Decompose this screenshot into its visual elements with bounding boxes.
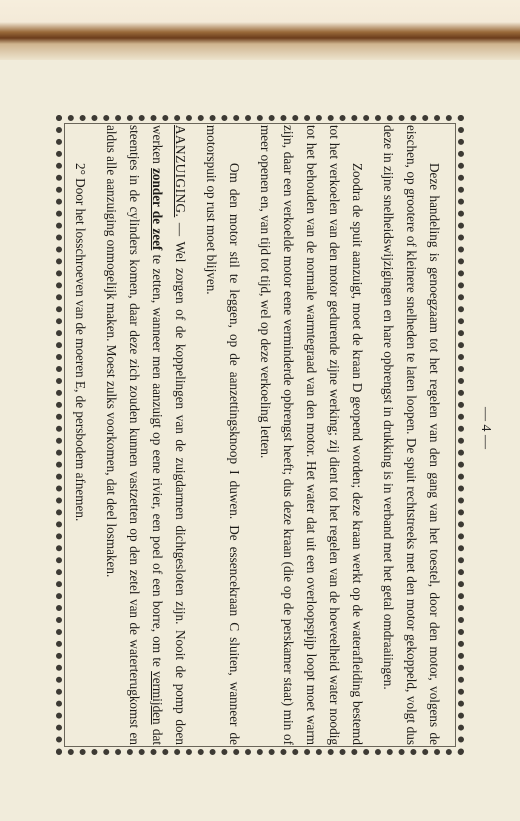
paragraph-5: 2° Door het losschroeven van de moeren E, de persbodem afnemen. xyxy=(73,163,88,522)
rotated-text-block xyxy=(73,125,446,745)
page-number: — 4 — xyxy=(478,407,493,449)
paragraph-4-part-a: — Wel zorgen of de koppelingen van de zuigdarmen dichtgesloten zijn. Nooit de pomp doen werken xyxy=(150,125,188,745)
paragraph-4-part-b: te zetten, wanneer men aanzuigt op eene rivier, een poel of een borre, om te xyxy=(150,250,165,672)
paragraph-2: Zoodra de spuit aanzuigt, moet de kraan D geopend worden; deze kraan werkt op de waterafleiding bestemd tot het verkoelen van den motor gedurende zijne werking; zij dient tot het regelen van de hoeveelheid water noodig tot het behouden van de normale warmtegraad van den motor. Het water dat uit een overloopspijp loopt moet warm zijn, daar een verkoelde motor eene verminderde opbrengst heeft; dus deze kraan (die op de perskamer staat) min of meer openen en, van tijd tot tijd, wel op deze verkoeling letten. xyxy=(258,125,365,745)
emphasis-zonder-de-zeef: zonder de zeef xyxy=(150,168,165,251)
paragraph-1: Deze handeling is genoegzaam tot het regelen van den gang van het toestel, door den motor, volgens de eischen, op grootere of kleinere snelheden te laten loopen. De spuit rechtstreeks met den motor gekoppeld, volgt dus deze in zijne snelheidswijzigingen en hare opbrengst in drukking is in verband met het getal omdraaiingen. xyxy=(381,125,442,745)
section-heading: AANZUIGING. xyxy=(173,125,188,218)
paragraph-4-part-c: dat steentjes in de cylinders komen, daar deze zich zouden kunnen vastzetten op den zetel van de waterterugkomst en aldus alle aanzuiging onmogelijk maken. Moest zulks voorkomen, dat deel losmaken. xyxy=(104,125,165,745)
emphasis-vermijden: vermijden xyxy=(150,671,165,725)
binding-shadow xyxy=(0,0,520,60)
paragraph-4 xyxy=(100,125,192,745)
paragraph-3: Om den motor stil te leggen, op de aanzettingsknoop I duwen. De essencekraan C sluiten, wanneer de motorspuit op rust moet blijven. xyxy=(204,125,242,745)
